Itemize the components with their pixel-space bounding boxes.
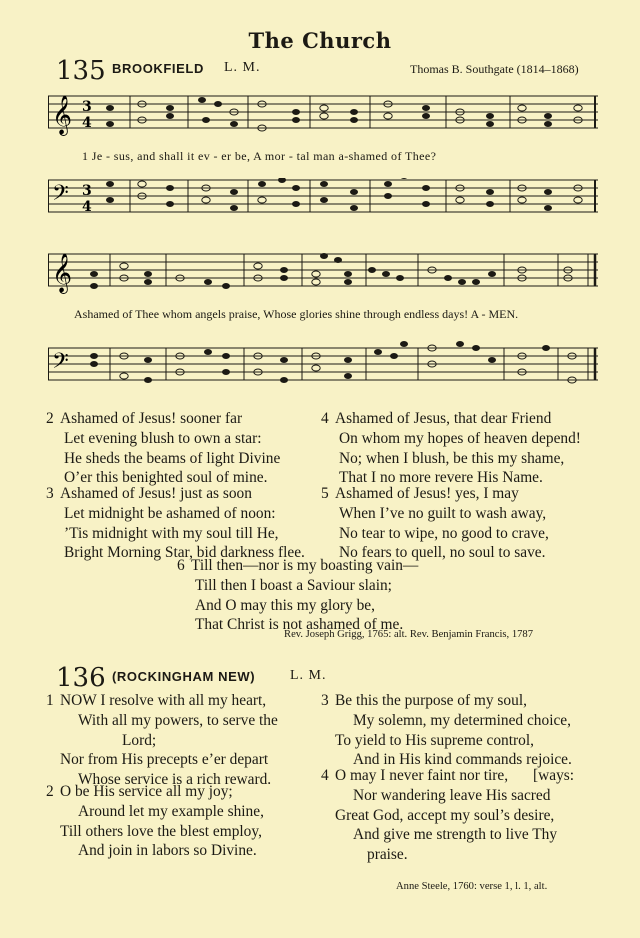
- stanza-line: O be His service all my joy;: [60, 783, 233, 800]
- running-head: The Church: [248, 28, 392, 53]
- stanza-line: Great God, accept my soul’s desire,: [335, 806, 555, 824]
- stanza-line: Let midnight be ashamed of noon:: [64, 504, 276, 522]
- music-system-2-bass-staff: [48, 336, 600, 390]
- stanza-line: Lord;: [122, 731, 157, 749]
- stanza-line: On whom my hopes of heaven depend!: [339, 429, 581, 447]
- stanza-line: Nor wandering leave His sacred: [353, 786, 551, 804]
- stanza-number: 6: [177, 557, 185, 574]
- hymn-135-stanza-4: [321, 409, 581, 488]
- stanza-line: Till then—nor is my boasting vain—: [191, 557, 419, 574]
- hymn-135-meter: L. M.: [224, 60, 261, 75]
- stanza-line: And give me strength to live Thy: [353, 826, 558, 844]
- music-system-2-treble-staff: [48, 250, 600, 296]
- stanza-line: When I’ve no guilt to wash away,: [339, 504, 547, 522]
- stanza-line: Nor from His precepts e’er depart: [60, 751, 269, 769]
- stanza-line: Around let my example shine,: [78, 802, 264, 820]
- svg-text:3: 3: [82, 99, 92, 115]
- stanza-line: O may I never faint nor tire,: [335, 767, 509, 784]
- music-system-1-treble-staff: [48, 92, 600, 138]
- stanza-line: Whose service is a rich reward.: [78, 771, 272, 789]
- stanza-number: 2: [46, 410, 54, 427]
- stanza-line: And O may this my glory be,: [195, 596, 375, 614]
- stanza-line: My solemn, my determined choice,: [353, 711, 571, 729]
- stanza-number: 4: [321, 767, 329, 784]
- hymn-136-attribution: Anne Steele, 1760: verse 1, l. 1, alt.: [396, 881, 548, 892]
- stanza-number: 1: [46, 692, 54, 709]
- hymn-136-stanza-2: [46, 782, 264, 861]
- stanza-line: No tear to wipe, no good to crave,: [339, 524, 549, 542]
- stanza-line: With all my powers, to serve the: [78, 711, 278, 729]
- hymn-135-number: 135: [56, 56, 106, 86]
- hymn-136-meter: L. M.: [290, 668, 327, 683]
- svg-text:𝄢: 𝄢: [52, 181, 69, 211]
- stanza-number: 3: [46, 485, 54, 502]
- stanza-line: And in His kind commands rejoice.: [353, 751, 572, 769]
- svg-text:4: 4: [82, 199, 92, 215]
- stanza-line: praise.: [367, 846, 408, 864]
- stanza-line: Ashamed of Jesus! sooner far: [60, 410, 243, 427]
- stanza-line: To yield to His supreme control,: [335, 731, 534, 749]
- hymn-135-stanza-6: [177, 556, 418, 635]
- hymn-135-stanza-2: [46, 409, 280, 488]
- stanza-line: NOW I resolve with all my heart,: [60, 692, 267, 709]
- hymn-135-stanza-5: [321, 484, 549, 563]
- stanza-number: 5: [321, 485, 329, 502]
- hymn-135-attribution: Rev. Joseph Grigg, 1765: alt. Rev. Benjamin Francis, 1787: [284, 629, 534, 640]
- stanza-line: He sheds the beams of light Divine: [64, 449, 281, 467]
- stanza-number: 2: [46, 783, 54, 800]
- hymn-136-number: 136: [56, 663, 106, 693]
- stanza-line: O’er this benighted soul of mine.: [64, 469, 268, 487]
- stanza-line: Ashamed of Jesus! yes, I may: [335, 485, 519, 502]
- music-system-1-lyrics: 1 Je - sus, and shall it ev - er be, A mor - tal man a-shamed of Thee?: [82, 149, 437, 163]
- stanza-line: ’Tis midnight with my soul till He,: [64, 524, 279, 542]
- hymn-135-tune-name: BROOKFIELD: [112, 61, 204, 76]
- stanza-number: 3: [321, 692, 329, 709]
- stanza-line: Till then I boast a Saviour slain;: [195, 576, 392, 594]
- stanza-line: Ashamed of Jesus, that dear Friend: [335, 410, 552, 427]
- stanza-turnover: [ways:: [533, 767, 575, 784]
- music-system-2-lyrics: Ashamed of Thee whom angels praise, Whose glories shine through endless days! A - MEN.: [74, 307, 519, 321]
- svg-text:𝄞: 𝄞: [52, 95, 73, 135]
- hymn-136-stanza-1: [46, 691, 278, 790]
- svg-text:𝄞: 𝄞: [52, 253, 73, 293]
- hymn-135-composer: Thomas B. Southgate (1814–1868): [410, 62, 579, 76]
- stanza-line: That Christ is not ashamed of me.: [195, 616, 404, 634]
- svg-text:4: 4: [82, 115, 92, 131]
- music-system-1-bass-staff: [48, 178, 600, 220]
- stanza-line: No fears to quell, no soul to save.: [339, 544, 546, 562]
- hymn-136-stanza-4: [321, 766, 599, 865]
- stanza-line: Let evening blush to own a star:: [64, 429, 262, 447]
- stanza-line: Be this the purpose of my soul,: [335, 692, 527, 709]
- hymn-135-stanza-3: [46, 484, 305, 563]
- svg-text:𝄢: 𝄢: [52, 349, 69, 379]
- svg-text:3: 3: [82, 183, 92, 199]
- hymn-136-tune-name: (ROCKINGHAM NEW): [112, 669, 256, 684]
- stanza-line: Till others love the blest employ,: [60, 822, 262, 840]
- stanza-line: That I no more revere His Name.: [339, 469, 543, 487]
- stanza-number: 4: [321, 410, 329, 427]
- hymn-136-stanza-3: [321, 691, 572, 770]
- stanza-line: No; when I blush, be this my shame,: [339, 449, 565, 467]
- stanza-line: Bright Morning Star, bid darkness flee.: [64, 544, 305, 562]
- stanza-line: And join in labors so Divine.: [78, 842, 257, 860]
- stanza-line: Ashamed of Jesus! just as soon: [60, 485, 252, 502]
